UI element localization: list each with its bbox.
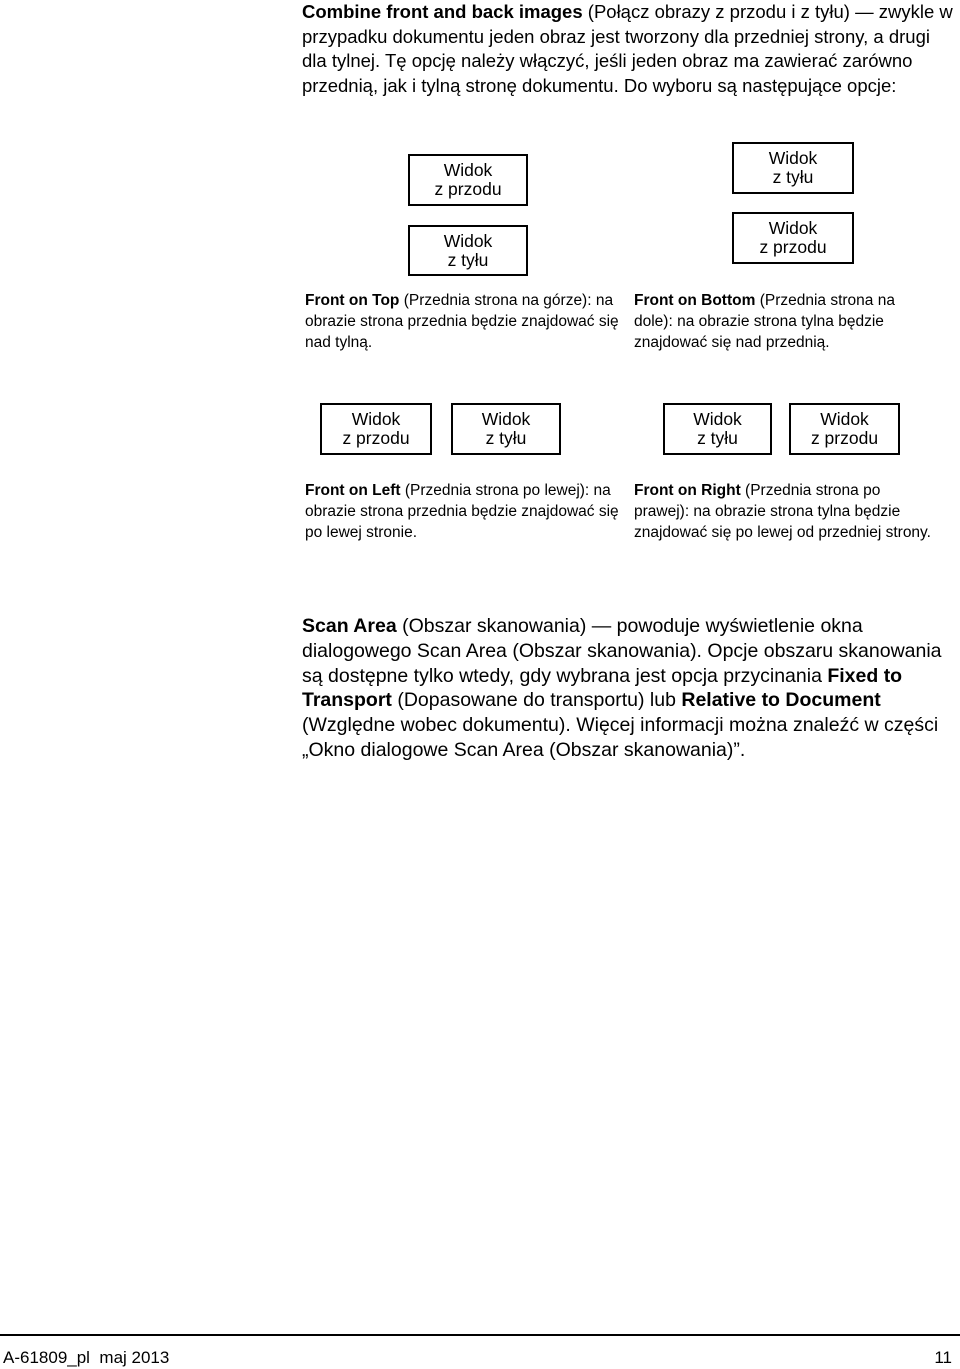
caption-term: Front on Right <box>634 482 741 499</box>
footer-page-number: 11 <box>934 1348 952 1367</box>
box-line-1: Widok <box>481 409 531 429</box>
box-line-1: Widok <box>351 409 401 429</box>
scan-area-paragraph <box>302 614 957 763</box>
scan-area-text-2: (Dopasowane do transportu) lub <box>391 689 682 712</box>
box-line-1: Widok <box>820 409 869 429</box>
caption-text: (Przednia strona na dole): na obrazie strona tylna będzie znajdować się nad przednią. <box>634 292 895 351</box>
fixed-to-transport-term: Fixed to Transport <box>302 664 903 712</box>
bottom-back-box <box>732 142 854 194</box>
caption-text: (Przednia strona po prawej): na obrazie strona tylna będzie znajdować się po lewej od przedniej strony. <box>634 482 931 541</box>
caption-text: (Przednia strona po lewej): na obrazie strona przednia będzie znajdować się po lewej stronie. <box>305 482 619 541</box>
box-line-2: z przodu <box>342 428 410 448</box>
intro-paragraph <box>302 0 954 98</box>
box-line-1: Widok <box>768 148 818 168</box>
box-line-1: Widok <box>443 160 493 180</box>
top-front-box <box>408 154 528 206</box>
caption-front-on-bottom <box>634 290 934 353</box>
box-line-2: z przodu <box>759 237 827 257</box>
box-line-1: Widok <box>693 409 742 429</box>
caption-text: (Przednia strona na górze): na obrazie strona przednia będzie znajdować się nad tylną. <box>305 292 619 351</box>
right-back-box <box>663 403 772 455</box>
top-back-box <box>408 225 528 276</box>
intro-text: (Połącz obrazy z przodu i z tyłu) — zwykle w przypadku dokumentu jeden obraz jest tworzony dla przedniej strony, a drugi dla tylnej. Tę opcję należy włączyć, jeśli jeden obraz ma zawierać zarówno przednią, jak i tylną stronę dokumentu. Do wyboru są następujące opcje: <box>302 1 953 96</box>
scan-area-term: Scan Area <box>302 615 397 637</box>
left-back-box <box>451 403 561 455</box>
footer-doc-id: A-61809_pl maj 2013 <box>3 1348 170 1367</box>
box-line-2: z tyłu <box>447 249 489 270</box>
intro-term: Combine front and back images <box>302 1 583 22</box>
scan-area-text-3: (Względne wobec dokumentu). Więcej informacji można znaleźć w części „Okno dialogowe Scan Area (Obszar skanowania)”. <box>302 714 939 761</box>
relative-to-document-term: Relative to Document <box>681 689 881 712</box>
footer-rule <box>0 1334 960 1336</box>
box-line-2: z przodu <box>810 428 879 448</box>
box-line-2: z tyłu <box>485 428 527 448</box>
box-line-2: z przodu <box>434 179 502 199</box>
caption-term: Front on Left <box>305 482 401 499</box>
caption-front-on-top <box>305 290 630 353</box>
box-line-1: Widok <box>443 230 493 251</box>
caption-term: Front on Top <box>305 292 400 309</box>
bottom-front-box <box>732 212 854 264</box>
caption-front-on-left <box>305 480 630 543</box>
box-line-1: Widok <box>768 218 818 238</box>
box-line-2: z tyłu <box>697 428 738 448</box>
right-front-box <box>789 403 900 455</box>
scan-area-text-1: (Obszar skanowania) — powoduje wyświetlenie okna dialogowego Scan Area (Obszar skanowania). Opcje obszaru skanowania są dostępne tylko wtedy, gdy wybrana jest opcja przycinania <box>302 615 942 687</box>
caption-front-on-right <box>634 480 939 543</box>
left-front-box <box>320 403 432 455</box>
caption-term: Front on Bottom <box>634 292 756 309</box>
box-line-2: z tyłu <box>772 167 814 187</box>
